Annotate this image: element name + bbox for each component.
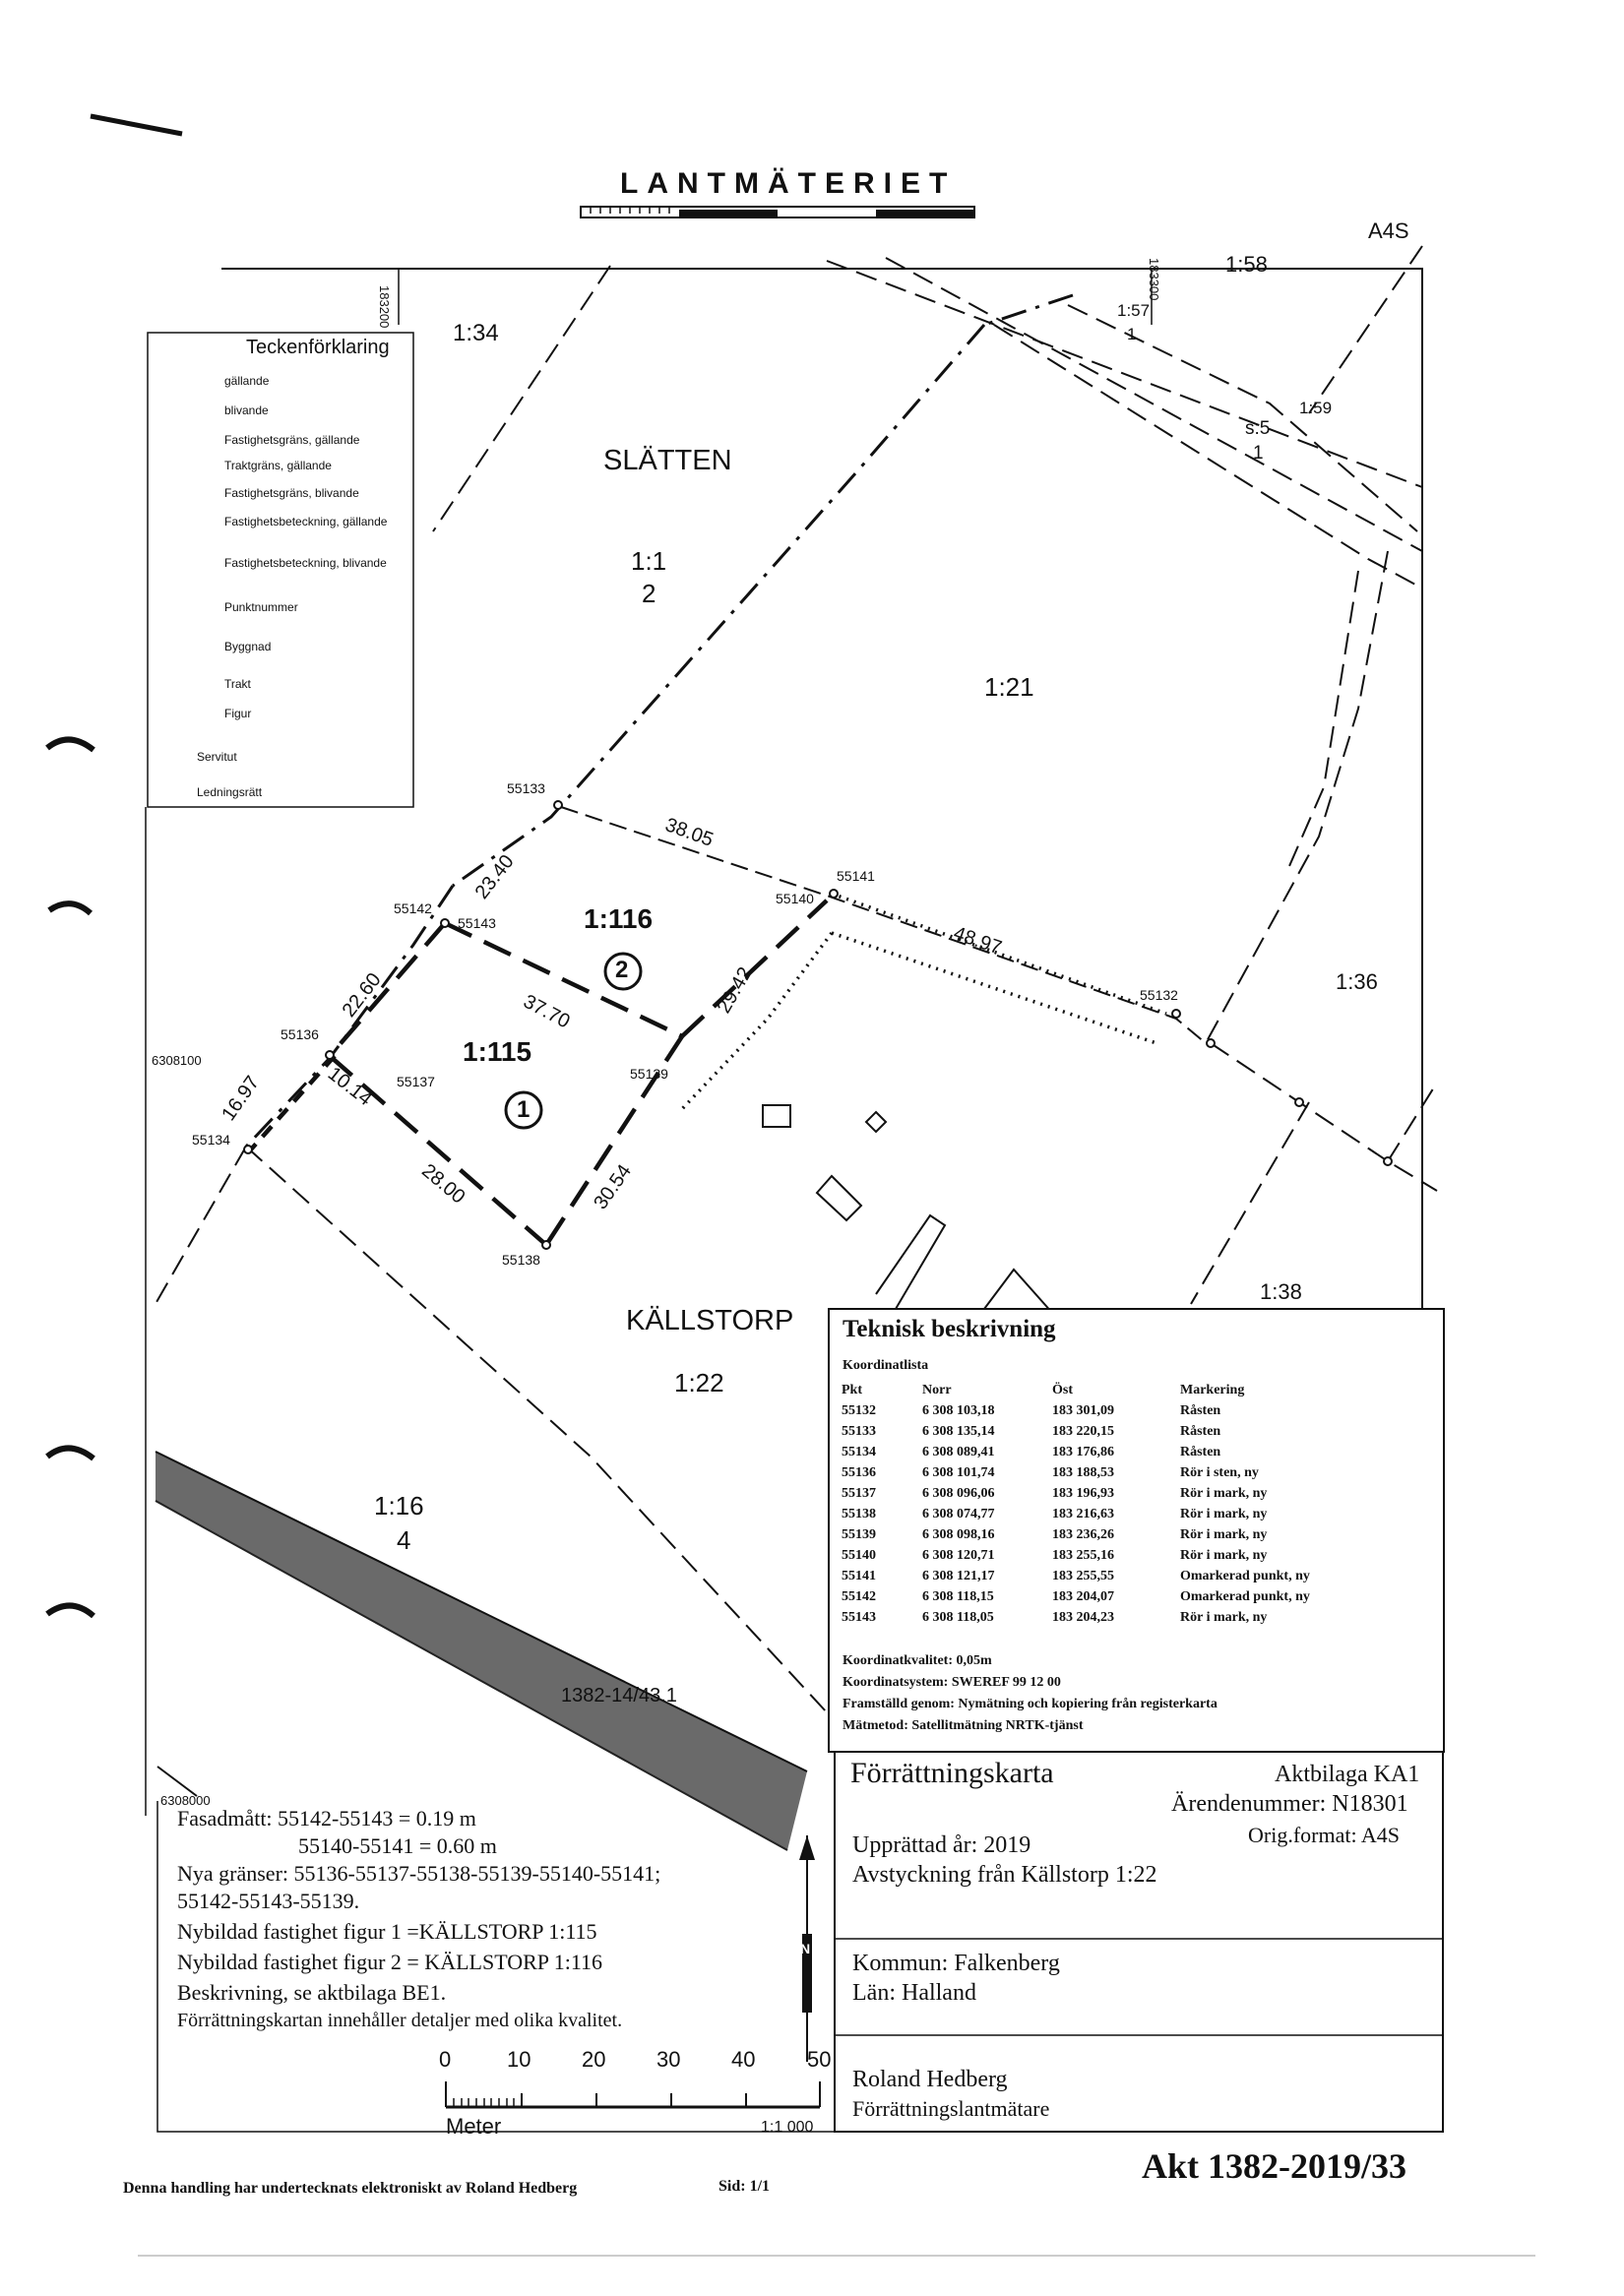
column-header: Norr — [922, 1383, 952, 1397]
table-cell: 55137 — [842, 1486, 876, 1501]
table-cell: 55133 — [842, 1424, 876, 1439]
table-cell: Rör i mark, ny — [1180, 1610, 1268, 1625]
note-line: Förrättningskartan innehåller detaljer med olika kvalitet. — [177, 2010, 623, 2031]
table-cell: 183 301,09 — [1052, 1403, 1114, 1418]
scale-tick-label: 20 — [582, 2047, 606, 2072]
property-label-sub: 1 — [1127, 325, 1137, 343]
table-cell: 183 196,93 — [1052, 1486, 1114, 1501]
binder-hole-mark — [47, 1605, 94, 1616]
table-row — [842, 1400, 1320, 1421]
new-parcel-label: 1:116 — [584, 903, 654, 934]
binder-hole-mark — [47, 739, 94, 750]
property-label: s:5 — [1245, 418, 1271, 439]
document-title: Förrättningskarta — [850, 1757, 1054, 1789]
table-cell: 183 204,07 — [1052, 1589, 1114, 1604]
point-label: 55140 — [776, 891, 814, 906]
table-row — [842, 1421, 1320, 1442]
table-cell: Rör i mark, ny — [1180, 1486, 1268, 1501]
page-number: Sid: 1/1 — [718, 2178, 771, 2195]
table-row — [842, 1586, 1320, 1607]
servitude-line — [679, 894, 1166, 1112]
point-label: 55141 — [837, 868, 875, 884]
distance-label: 23.40 — [470, 850, 519, 903]
table-cell: Råsten — [1180, 1403, 1221, 1418]
case-number: Ärendenummer: N18301 — [1171, 1791, 1408, 1817]
point-label: 55138 — [502, 1252, 540, 1268]
property-label: 1:22 — [674, 1368, 724, 1397]
header-scale-bar — [581, 207, 974, 217]
property-label: 1:59 — [1299, 399, 1333, 417]
scale-tick-label: 0 — [439, 2047, 452, 2072]
original-format: Orig.format: A4S — [1248, 1823, 1400, 1847]
property-label: 1:1 — [631, 546, 667, 576]
table-row — [842, 1524, 1320, 1545]
surveyor-name: Roland Hedberg — [852, 2067, 1008, 2092]
property-label-sub: 4 — [397, 1525, 411, 1555]
table-cell: 6 308 074,77 — [922, 1507, 995, 1521]
table-cell: 183 236,26 — [1052, 1527, 1114, 1542]
property-label: 1:58 — [1225, 252, 1268, 277]
place-name-kallstorp: KÄLLSTORP — [626, 1305, 794, 1336]
point-label: 55136 — [281, 1026, 319, 1042]
scale-unit: Meter — [446, 2114, 502, 2139]
table-row — [842, 1442, 1320, 1462]
table-cell: 183 216,63 — [1052, 1507, 1114, 1521]
note-line: Nybildad fastighet figur 2 = KÄLLSTORP 1:116 — [177, 1950, 603, 1974]
north-label: N — [800, 1941, 811, 1956]
note-line: 55140-55141 = 0.60 m — [298, 1833, 497, 1858]
table-cell: 55132 — [842, 1403, 876, 1418]
table-cell: 55139 — [842, 1527, 876, 1542]
distance-label: 37.70 — [520, 990, 574, 1033]
table-cell: 55141 — [842, 1569, 876, 1583]
table-cell: 6 308 098,16 — [922, 1527, 995, 1542]
point-label: 55139 — [630, 1066, 668, 1082]
table-cell: Rör i mark, ny — [1180, 1548, 1268, 1563]
grid-ticks — [399, 269, 1152, 325]
electronic-signature-note: Denna handling har undertecknats elektroniskt av Roland Hedberg — [123, 2180, 578, 2197]
property-label: 1:38 — [1260, 1279, 1302, 1304]
scale-tick-label: 10 — [507, 2047, 531, 2072]
coordinate-system: Koordinatsystem: SWEREF 99 12 00 — [843, 1675, 1061, 1690]
table-cell: 6 308 103,18 — [922, 1403, 995, 1418]
municipality: Kommun: Falkenberg — [852, 1951, 1060, 1976]
table-cell: 6 308 118,15 — [922, 1589, 994, 1604]
legend-item: Figur — [224, 707, 252, 720]
legend-item: Punktnummer — [224, 600, 298, 614]
binder-hole-mark — [49, 903, 91, 913]
table-cell: 183 255,55 — [1052, 1569, 1114, 1583]
property-label-sub: 1 — [1253, 443, 1264, 464]
distance-label: 38.05 — [661, 814, 717, 851]
paper-format: A4S — [1368, 218, 1409, 243]
scale-tick-label: 30 — [656, 2047, 681, 2072]
figure-number: 1 — [517, 1096, 531, 1123]
buildings — [763, 1105, 1053, 1314]
legend-item: Fastighetsgräns, blivande — [224, 486, 359, 500]
table-cell: Råsten — [1180, 1445, 1221, 1459]
table-header-row — [842, 1380, 1320, 1400]
property-label: 1:34 — [453, 320, 499, 346]
property-label: 1:16 — [374, 1491, 424, 1520]
distance-label: 30.54 — [590, 1160, 636, 1214]
table-cell: Råsten — [1180, 1424, 1221, 1439]
column-header: Pkt — [842, 1383, 862, 1397]
table-cell: 6 308 121,17 — [922, 1569, 995, 1583]
place-name-slatten: SLÄTTEN — [603, 445, 732, 476]
legend-item: Byggnad — [224, 640, 272, 653]
legend-title: Teckenförklaring — [246, 337, 390, 358]
table-row — [842, 1607, 1320, 1628]
servitude-label: 1382-14/43.1 — [561, 1685, 677, 1706]
figure-number: 2 — [615, 957, 629, 983]
column-header: Öst — [1052, 1383, 1073, 1397]
surveyor-role: Förrättningslantmätare — [852, 2096, 1050, 2121]
road-band — [156, 1452, 807, 1850]
point-label: 55143 — [458, 915, 496, 931]
technical-title: Teknisk beskrivning — [843, 1316, 1056, 1342]
point-label: 55132 — [1140, 987, 1178, 1003]
table-cell: Rör i sten, ny — [1180, 1465, 1259, 1480]
grid-label-north: 6308100 — [152, 1053, 202, 1068]
table-row — [842, 1504, 1320, 1524]
legend-item: blivande — [224, 403, 269, 417]
table-cell: 55142 — [842, 1589, 876, 1604]
table-row — [842, 1566, 1320, 1586]
table-cell: 6 308 118,05 — [922, 1610, 994, 1625]
new-parcel-label: 1:115 — [463, 1036, 532, 1067]
table-row — [842, 1483, 1320, 1504]
property-label-sub: 2 — [642, 579, 656, 608]
table-cell: 183 188,53 — [1052, 1465, 1114, 1480]
column-header: Markering — [1180, 1383, 1245, 1397]
scale-tick-label: 50 — [807, 2047, 832, 2072]
table-cell: 6 308 135,14 — [922, 1424, 995, 1439]
table-cell: 6 308 089,41 — [922, 1445, 995, 1459]
scale-ratio: 1:1 000 — [761, 2119, 814, 2136]
county: Län: Halland — [852, 1980, 976, 2006]
point-label: 55133 — [507, 780, 545, 796]
table-cell: Rör i mark, ny — [1180, 1507, 1268, 1521]
binder-hole-mark — [47, 1448, 94, 1458]
distance-label: 16.97 — [218, 1072, 264, 1126]
table-cell: 183 204,23 — [1052, 1610, 1114, 1625]
scale-bar — [446, 2081, 820, 2107]
scale-tick-label: 40 — [731, 2047, 756, 2072]
coordinate-table — [842, 1380, 1320, 1628]
distance-label: 28.00 — [417, 1159, 469, 1209]
legend-item: gällande — [224, 374, 270, 388]
measurement-method: Mätmetod: Satellitmätning NRTK-tjänst — [843, 1718, 1084, 1733]
table-cell: Omarkerad punkt, ny — [1180, 1569, 1310, 1583]
point-label: 55142 — [394, 900, 432, 916]
table-cell: 6 308 101,74 — [922, 1465, 995, 1480]
point-label: 55134 — [192, 1132, 230, 1148]
table-cell: 183 176,86 — [1052, 1445, 1114, 1459]
boundary-1-21 — [561, 807, 1206, 1043]
distance-label: 22.60 — [338, 968, 386, 1022]
legend-item: Fastighetsgräns, gällande — [224, 433, 360, 447]
note-line: Nya gränser: 55136-55137-55138-55139-55140-55141; — [177, 1861, 661, 1886]
subdivision-from: Avstyckning från Källstorp 1:22 — [852, 1862, 1157, 1888]
table-cell: 55136 — [842, 1465, 876, 1480]
table-row — [842, 1545, 1320, 1566]
scan-mark — [91, 116, 182, 134]
year-established: Upprättad år: 2019 — [852, 1832, 1031, 1858]
distance-label: 29.42 — [713, 963, 757, 1018]
table-cell: 55143 — [842, 1610, 876, 1625]
act-number: Akt 1382-2019/33 — [1142, 2146, 1406, 2186]
grid-label-east: 183200 — [377, 285, 392, 329]
note-line: 55142-55143-55139. — [177, 1889, 360, 1913]
legend-item: Fastighetsbeteckning, blivande — [224, 556, 387, 570]
legend-box — [148, 333, 413, 807]
note-line: Nybildad fastighet figur 1 =KÄLLSTORP 1:115 — [177, 1919, 597, 1944]
table-cell: 6 308 120,71 — [922, 1548, 995, 1563]
point-label: 55137 — [397, 1074, 435, 1089]
coordinate-quality: Koordinatkvalitet: 0,05m — [843, 1653, 992, 1668]
legend-item: Servitut — [197, 750, 237, 764]
table-row — [842, 1462, 1320, 1483]
property-label: 1:36 — [1336, 969, 1378, 994]
property-label: 1:21 — [984, 672, 1034, 702]
table-cell: 55140 — [842, 1548, 876, 1563]
table-cell: Rör i mark, ny — [1180, 1527, 1268, 1542]
table-cell: 183 255,16 — [1052, 1548, 1114, 1563]
grid-label-north: 6308000 — [160, 1793, 211, 1808]
legend-item: Ledningsrätt — [197, 785, 263, 799]
table-cell: 55134 — [842, 1445, 876, 1459]
property-label: 1:57 — [1117, 301, 1151, 320]
note-line: Fasadmått: 55142-55143 = 0.19 m — [177, 1806, 476, 1831]
table-cell: 183 220,15 — [1052, 1424, 1114, 1439]
table-cell: 55138 — [842, 1507, 876, 1521]
survey-points — [244, 801, 1392, 1249]
distance-label: 48.97 — [950, 922, 1005, 960]
agency-logo-text: LANTMÄTERIET — [620, 167, 957, 200]
coordinate-list-title: Koordinatlista — [843, 1358, 929, 1373]
production-method: Framställd genom: Nymätning och kopiering från registerkarta — [843, 1697, 1218, 1711]
legend-item: Trakt — [224, 677, 251, 691]
legend-item: Fastighetsbeteckning, gällande — [224, 515, 388, 528]
grid-label-east: 183300 — [1147, 258, 1161, 301]
table-cell: Omarkerad punkt, ny — [1180, 1589, 1310, 1604]
distance-label: 10.14 — [323, 1063, 376, 1111]
note-line: Beskrivning, se aktbilaga BE1. — [177, 1980, 447, 2005]
aktbilaga: Aktbilaga KA1 — [1275, 1762, 1420, 1787]
table-cell: 6 308 096,06 — [922, 1486, 995, 1501]
legend-item: Traktgräns, gällande — [224, 459, 332, 472]
